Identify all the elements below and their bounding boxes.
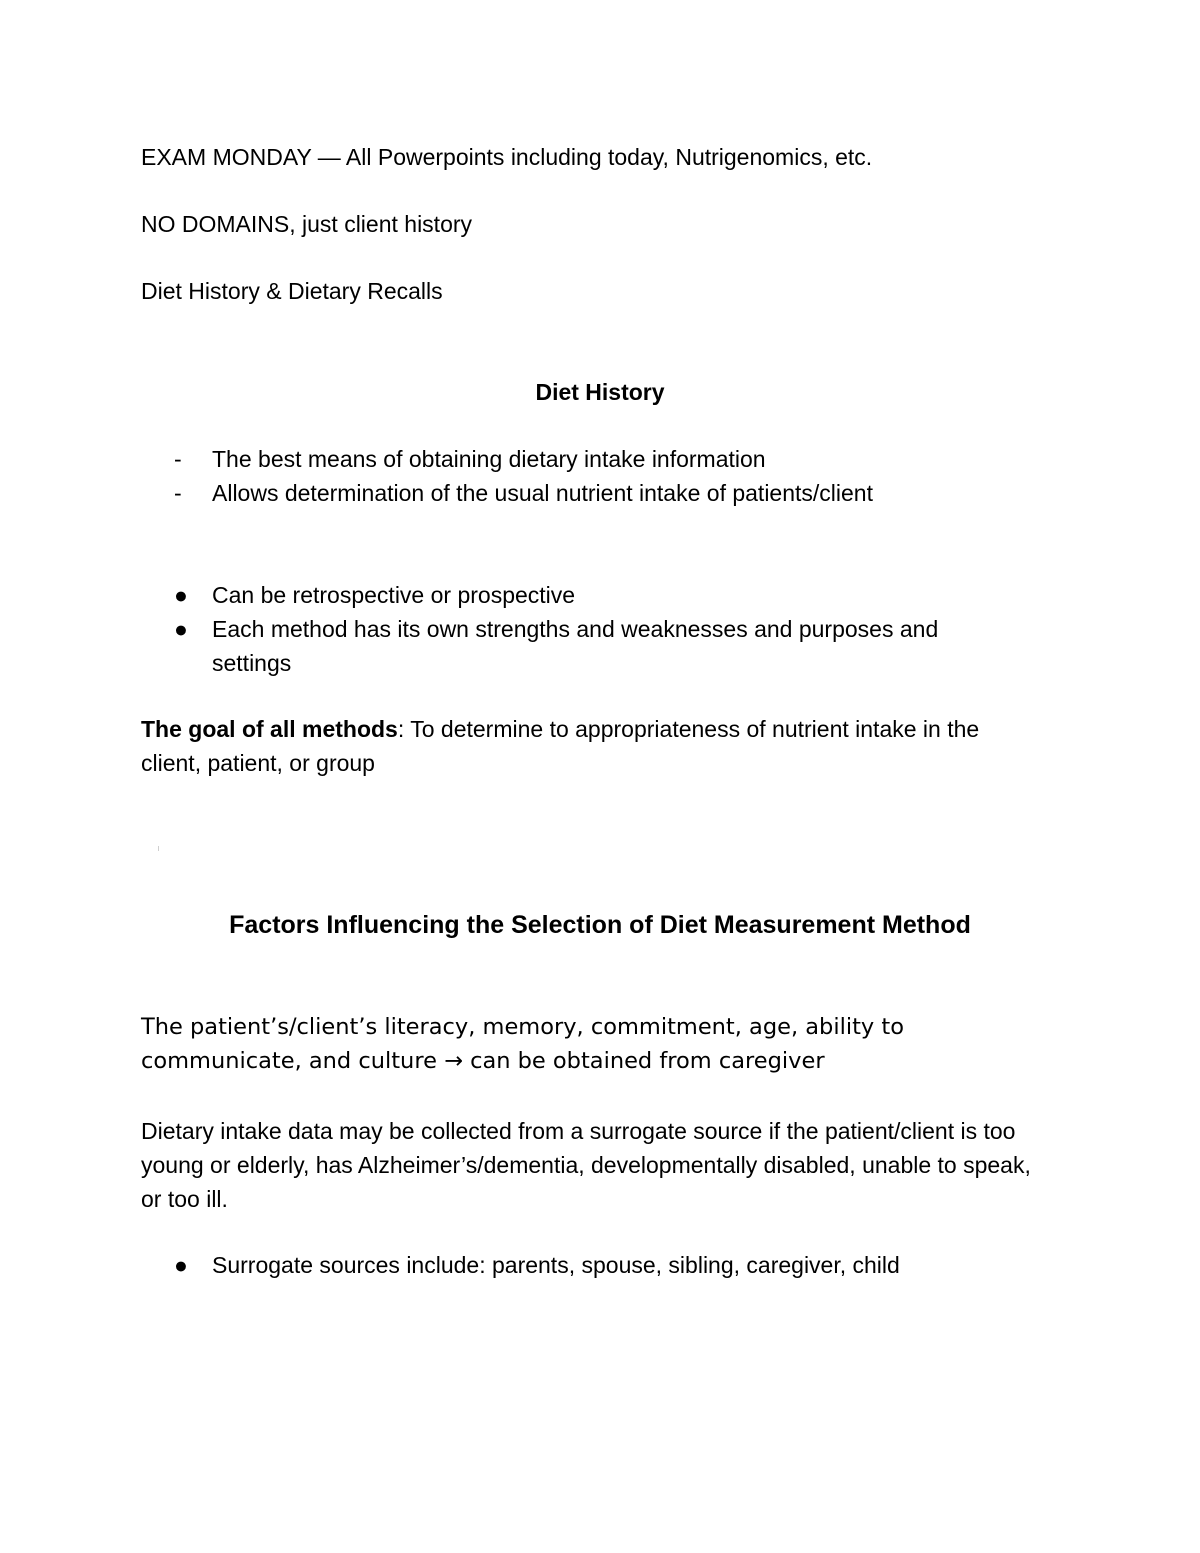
list-item-text: Can be retrospective or prospective [212, 582, 576, 608]
dash-list [141, 442, 1061, 510]
topic-note: Diet History & Dietary Recalls [141, 278, 443, 304]
list-item [141, 1248, 1061, 1282]
list-item [141, 578, 1061, 612]
bullet-marker: ● [174, 1252, 188, 1278]
dash-marker: - [174, 480, 182, 506]
stray-mark [158, 846, 159, 851]
exam-note: EXAM MONDAY — All Powerpoints including today, Nutrigenomics, etc. [141, 144, 873, 170]
list-item-text: Allows determination of the usual nutrient intake of patients/client [212, 480, 873, 506]
list-item-text: The best means of obtaining dietary intake information [212, 446, 766, 472]
bullet-marker: ● [174, 582, 188, 608]
goal-label: The goal of all methods [141, 716, 398, 742]
goal-paragraph [141, 712, 1041, 780]
domains-note: NO DOMAINS, just client history [141, 211, 473, 237]
bullet-list [141, 578, 1061, 680]
dash-marker: - [174, 446, 182, 472]
list-item-text: Each method has its own strengths and weaknesses and purposes and settings [212, 616, 939, 676]
list-item [141, 442, 1061, 476]
bullet-marker: ● [174, 616, 188, 642]
surrogate-bullet-list [141, 1248, 1061, 1282]
section-heading-diet-history: Diet History [535, 379, 665, 405]
list-item [141, 612, 1061, 680]
factors-paragraph: The patient’s/client’s literacy, memory, commitment, age, ability to communicate, and culture → can be obtained from caregiver [141, 1014, 904, 1074]
section-heading-factors: Factors Influencing the Selection of Diet Measurement Method [229, 911, 971, 939]
goal-text: : To determine to appropriateness of nutrient intake in the client, patient, or group [141, 716, 980, 776]
list-item [141, 476, 1061, 510]
list-item-text: Surrogate sources include: parents, spouse, sibling, caregiver, child [212, 1252, 900, 1278]
surrogate-paragraph: Dietary intake data may be collected from a surrogate source if the patient/client is too young or elderly, has Alzheimer’s/dementia, developmentally disabled, unable to speak, or too ill. [141, 1118, 1031, 1212]
